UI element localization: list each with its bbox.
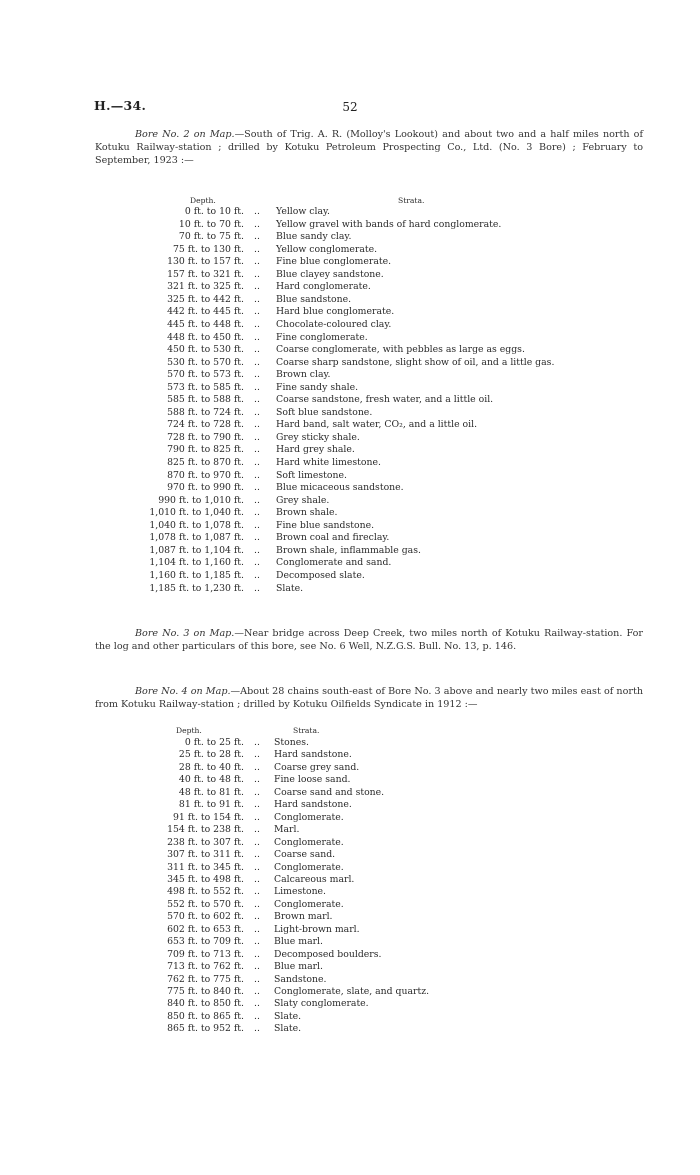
strata-cell: Brown shale.	[276, 507, 338, 519]
strata-row	[0, 1023, 700, 1035]
strata-cell: Hard blue conglomerate.	[276, 306, 395, 318]
depth-cell: 1,040 ft. to 1,078 ft.	[149, 519, 244, 531]
strata-row	[0, 482, 700, 494]
leader-dots: ..	[254, 569, 260, 581]
strata-row	[0, 495, 700, 507]
depth-cell: 28 ft. to 40 ft.	[178, 761, 244, 773]
strata-row	[0, 244, 700, 256]
strata-row	[0, 256, 700, 268]
leader-dots: ..	[254, 873, 260, 885]
strata-cell: Brown clay.	[276, 369, 331, 381]
depth-cell: 825 ft. to 870 ft.	[167, 457, 244, 468]
strata-row	[0, 949, 700, 961]
strata-row	[0, 774, 700, 786]
strata-row	[0, 911, 700, 923]
leader-dots: ..	[254, 431, 260, 443]
strata-cell: Hard conglomerate.	[276, 281, 371, 293]
strata-cell: Fine conglomerate.	[276, 331, 368, 343]
depth-cell: 345 ft. to 498 ft.	[167, 873, 244, 885]
depth-cell: 865 ft. to 952 ft.	[167, 1023, 244, 1035]
leader-dots: ..	[254, 544, 260, 556]
bore-4-title: Bore No. 4 on Map.	[135, 686, 231, 697]
leader-dots: ..	[254, 206, 260, 217]
leader-dots: ..	[254, 898, 260, 910]
leader-dots: ..	[254, 218, 260, 230]
strata-cell: Decomposed slate.	[276, 569, 365, 581]
strata-cell: Coarse sand.	[274, 849, 336, 861]
bore-2-text: —South of Trig. A. R. (Molloy's Lookout) and about two and a half miles north of Kotuku Railway-station ; drilled by Kotuku Petroleum Prospecting Co., Ltd. (No. 3 Bore) ; February to September, 1923 :—	[95, 129, 644, 166]
strata-cell: Fine loose sand.	[274, 774, 351, 786]
strata-cell: Coarse sand and stone.	[274, 786, 385, 798]
depth-cell: 570 ft. to 573 ft.	[167, 369, 244, 381]
strata-cell: Conglomerate and sand.	[276, 557, 392, 569]
strata-row	[0, 319, 700, 331]
depth-cell: 10 ft. to 70 ft.	[178, 218, 244, 230]
strata-cell: Coarse sharp sandstone, slight show of oil, and a little gas.	[276, 356, 555, 368]
depth-cell: 530 ft. to 570 ft.	[167, 356, 244, 368]
strata-cell: Hard sandstone.	[274, 749, 352, 761]
leader-dots: ..	[254, 293, 260, 305]
strata-cell: Blue clayey sandstone.	[276, 268, 384, 280]
strata-cell: Fine blue conglomerate.	[276, 256, 392, 268]
leader-dots: ..	[254, 774, 260, 786]
strata-row	[0, 583, 700, 595]
leader-dots: ..	[254, 419, 260, 431]
depth-cell: 1,104 ft. to 1,160 ft.	[149, 557, 244, 569]
leader-dots: ..	[254, 519, 260, 531]
strata-row	[0, 382, 700, 394]
depth-cell: 154 ft. to 238 ft.	[167, 824, 244, 836]
strata-row	[0, 470, 700, 482]
strata-cell: Slate.	[276, 582, 304, 594]
bore-2-strata-header: Strata.	[398, 196, 425, 205]
leader-dots: ..	[254, 998, 260, 1010]
strata-row	[0, 444, 700, 456]
strata-row	[0, 357, 700, 369]
strata-row	[0, 874, 700, 886]
strata-row	[0, 812, 700, 824]
strata-cell: Conglomerate.	[274, 811, 344, 823]
strata-cell: Blue micaceous sandstone.	[276, 482, 404, 494]
strata-cell: Calcareous marl.	[274, 873, 355, 885]
strata-cell: Brown marl.	[274, 911, 333, 923]
strata-row	[0, 936, 700, 948]
depth-cell: 130 ft. to 157 ft.	[167, 256, 244, 268]
strata-cell: Yellow gravel with bands of hard conglomerate.	[276, 218, 502, 230]
leader-dots: ..	[254, 306, 260, 318]
leader-dots: ..	[254, 281, 260, 293]
bore-3-text: —Near bridge across Deep Creek, two miles north of Kotuku Railway-station. For the log and other particulars of this bore, see No. 6 Well, N.Z.G.S. Bull. No. 13, p. 146.	[95, 628, 643, 652]
strata-cell: Hard band, salt water, CO₂, and a little oil.	[276, 419, 478, 431]
depth-cell: 762 ft. to 775 ft.	[167, 973, 244, 985]
depth-cell: 728 ft. to 790 ft.	[167, 431, 244, 443]
bore-2-description	[95, 128, 643, 167]
leader-dots: ..	[254, 256, 260, 268]
strata-cell: Brown shale, inflammable gas.	[276, 544, 421, 556]
leader-dots: ..	[254, 886, 260, 898]
strata-row	[0, 419, 700, 431]
depth-cell: 570 ft. to 602 ft.	[167, 911, 244, 923]
leader-dots: ..	[254, 973, 260, 985]
bore-4-text: —About 28 chains south-east of Bore No. 3 above and nearly two miles east of north from Kotuku Railway-station ; drilled by Kotuku Oilfields Syndicate in 1912 :—	[95, 686, 643, 710]
bore-4-description	[95, 685, 643, 711]
strata-row	[0, 306, 700, 318]
depth-cell: 238 ft. to 307 ft.	[167, 836, 244, 848]
strata-cell: Yellow clay.	[276, 206, 330, 217]
strata-row	[0, 545, 700, 557]
strata-cell: Limestone.	[274, 886, 327, 898]
bore-2-depth-header: Depth.	[190, 196, 216, 205]
strata-row	[0, 520, 700, 532]
strata-cell: Grey sticky shale.	[276, 431, 360, 443]
strata-row	[0, 986, 700, 998]
leader-dots: ..	[254, 749, 260, 761]
strata-row	[0, 219, 700, 231]
leader-dots: ..	[254, 243, 260, 255]
strata-row	[0, 394, 700, 406]
leader-dots: ..	[254, 557, 260, 569]
strata-row	[0, 507, 700, 519]
strata-row	[0, 787, 700, 799]
strata-cell: Coarse grey sand.	[274, 761, 360, 773]
depth-cell: 1,087 ft. to 1,104 ft.	[149, 544, 244, 556]
bore-2-title: Bore No. 2 on Map.	[135, 129, 235, 140]
strata-cell: Decomposed boulders.	[274, 948, 382, 960]
strata-cell: Blue sandy clay.	[276, 231, 352, 243]
depth-cell: 450 ft. to 530 ft.	[167, 344, 244, 356]
strata-row	[0, 281, 700, 293]
strata-cell: Hard white limestone.	[276, 457, 381, 468]
strata-row	[0, 762, 700, 774]
leader-dots: ..	[254, 961, 260, 973]
leader-dots: ..	[254, 457, 260, 468]
strata-cell: Light-brown marl.	[274, 923, 360, 935]
leader-dots: ..	[254, 737, 260, 748]
leader-dots: ..	[254, 231, 260, 243]
strata-cell: Blue marl.	[274, 936, 323, 948]
bore-4-strata-header: Strata.	[293, 726, 320, 735]
depth-cell: 48 ft. to 81 ft.	[178, 786, 244, 798]
strata-row	[0, 407, 700, 419]
depth-cell: 157 ft. to 321 ft.	[167, 268, 244, 280]
strata-cell: Brown coal and fireclay.	[276, 532, 390, 544]
bore-4-depth-header: Depth.	[176, 726, 202, 735]
depth-cell: 75 ft. to 130 ft.	[173, 243, 244, 255]
strata-row	[0, 457, 700, 469]
strata-cell: Hard sandstone.	[274, 799, 352, 811]
strata-cell: Slate.	[274, 1023, 302, 1035]
depth-cell: 307 ft. to 311 ft.	[167, 849, 244, 861]
depth-cell: 40 ft. to 48 ft.	[178, 774, 244, 786]
leader-dots: ..	[254, 824, 260, 836]
depth-cell: 653 ft. to 709 ft.	[167, 936, 244, 948]
depth-cell: 311 ft. to 345 ft.	[167, 861, 244, 873]
leader-dots: ..	[254, 911, 260, 923]
strata-cell: Conglomerate, slate, and quartz.	[274, 986, 430, 997]
strata-row	[0, 998, 700, 1010]
leader-dots: ..	[254, 356, 260, 368]
strata-row	[0, 824, 700, 836]
depth-cell: 585 ft. to 588 ft.	[167, 394, 244, 406]
depth-cell: 1,160 ft. to 1,185 ft.	[149, 569, 244, 581]
depth-cell: 321 ft. to 325 ft.	[167, 281, 244, 293]
depth-cell: 1,185 ft. to 1,230 ft.	[149, 582, 244, 594]
leader-dots: ..	[254, 936, 260, 948]
leader-dots: ..	[254, 469, 260, 481]
document-reference: H.—34.	[94, 98, 147, 113]
leader-dots: ..	[254, 482, 260, 494]
depth-cell: 990 ft. to 1,010 ft.	[158, 494, 244, 506]
leader-dots: ..	[254, 1023, 260, 1035]
strata-row	[0, 344, 700, 356]
depth-cell: 790 ft. to 825 ft.	[167, 444, 244, 456]
leader-dots: ..	[254, 849, 260, 861]
leader-dots: ..	[254, 369, 260, 381]
depth-cell: 709 ft. to 713 ft.	[167, 948, 244, 960]
leader-dots: ..	[254, 948, 260, 960]
strata-row	[0, 749, 700, 761]
depth-cell: 850 ft. to 865 ft.	[167, 1010, 244, 1022]
bore-3-title: Bore No. 3 on Map.	[135, 628, 235, 639]
depth-cell: 713 ft. to 762 ft.	[167, 961, 244, 973]
depth-cell: 573 ft. to 585 ft.	[167, 381, 244, 393]
depth-cell: 602 ft. to 653 ft.	[167, 923, 244, 935]
strata-cell: Slaty conglomerate.	[274, 998, 369, 1010]
leader-dots: ..	[254, 268, 260, 280]
leader-dots: ..	[254, 344, 260, 356]
leader-dots: ..	[254, 318, 260, 330]
strata-cell: Soft blue sandstone.	[276, 406, 373, 418]
strata-row	[0, 332, 700, 344]
strata-cell: Conglomerate.	[274, 836, 344, 848]
leader-dots: ..	[254, 761, 260, 773]
strata-cell: Yellow conglomerate.	[276, 243, 378, 255]
strata-row	[0, 206, 700, 218]
strata-row	[0, 924, 700, 936]
depth-cell: 0 ft. to 25 ft.	[184, 737, 244, 748]
leader-dots: ..	[254, 836, 260, 848]
depth-cell: 588 ft. to 724 ft.	[167, 406, 244, 418]
depth-cell: 448 ft. to 450 ft.	[167, 331, 244, 343]
strata-row	[0, 532, 700, 544]
leader-dots: ..	[254, 406, 260, 418]
page-number: 52	[342, 100, 358, 114]
strata-row	[0, 961, 700, 973]
strata-row	[0, 294, 700, 306]
depth-cell: 442 ft. to 445 ft.	[167, 306, 244, 318]
strata-cell: Hard grey shale.	[276, 444, 355, 456]
strata-row	[0, 1011, 700, 1023]
depth-cell: 870 ft. to 970 ft.	[167, 469, 244, 481]
leader-dots: ..	[254, 986, 260, 997]
strata-row	[0, 849, 700, 861]
depth-cell: 325 ft. to 442 ft.	[167, 293, 244, 305]
strata-row	[0, 570, 700, 582]
leader-dots: ..	[254, 786, 260, 798]
bore-3-description	[95, 627, 643, 653]
strata-cell: Fine sandy shale.	[276, 381, 359, 393]
depth-cell: 91 ft. to 154 ft.	[173, 811, 244, 823]
leader-dots: ..	[254, 494, 260, 506]
leader-dots: ..	[254, 861, 260, 873]
strata-row	[0, 862, 700, 874]
leader-dots: ..	[254, 381, 260, 393]
strata-row	[0, 799, 700, 811]
leader-dots: ..	[254, 582, 260, 594]
depth-cell: 970 ft. to 990 ft.	[167, 482, 244, 494]
strata-cell: Fine blue sandstone.	[276, 519, 375, 531]
strata-cell: Coarse conglomerate, with pebbles as large as eggs.	[276, 344, 525, 356]
strata-cell: Marl.	[274, 824, 300, 836]
leader-dots: ..	[254, 444, 260, 456]
depth-cell: 840 ft. to 850 ft.	[167, 998, 244, 1010]
depth-cell: 552 ft. to 570 ft.	[167, 898, 244, 910]
strata-cell: Slate.	[274, 1010, 302, 1022]
strata-cell: Coarse sandstone, fresh water, and a little oil.	[276, 394, 494, 406]
depth-cell: 25 ft. to 28 ft.	[178, 749, 244, 761]
strata-row	[0, 369, 700, 381]
strata-cell: Soft limestone.	[276, 469, 347, 481]
strata-cell: Stones.	[274, 737, 309, 748]
strata-cell: Conglomerate.	[274, 898, 344, 910]
depth-cell: 498 ft. to 552 ft.	[167, 886, 244, 898]
strata-row	[0, 837, 700, 849]
strata-row	[0, 432, 700, 444]
depth-cell: 0 ft. to 10 ft.	[184, 206, 244, 217]
strata-cell: Conglomerate.	[274, 861, 344, 873]
strata-cell: Blue marl.	[274, 961, 323, 973]
depth-cell: 70 ft. to 75 ft.	[178, 231, 244, 243]
strata-row	[0, 974, 700, 986]
strata-row	[0, 886, 700, 898]
strata-row	[0, 899, 700, 911]
leader-dots: ..	[254, 811, 260, 823]
strata-cell: Blue sandstone.	[276, 293, 352, 305]
depth-cell: 445 ft. to 448 ft.	[167, 318, 244, 330]
strata-row	[0, 557, 700, 569]
depth-cell: 81 ft. to 91 ft.	[178, 799, 244, 811]
strata-cell: Chocolate-coloured clay.	[276, 318, 392, 330]
strata-cell: Grey shale.	[276, 494, 330, 506]
depth-cell: 1,010 ft. to 1,040 ft.	[149, 507, 244, 519]
leader-dots: ..	[254, 532, 260, 544]
depth-cell: 1,078 ft. to 1,087 ft.	[149, 532, 244, 544]
depth-cell: 724 ft. to 728 ft.	[167, 419, 244, 431]
leader-dots: ..	[254, 331, 260, 343]
leader-dots: ..	[254, 923, 260, 935]
leader-dots: ..	[254, 1010, 260, 1022]
leader-dots: ..	[254, 394, 260, 406]
strata-row	[0, 269, 700, 281]
strata-row	[0, 737, 700, 749]
leader-dots: ..	[254, 507, 260, 519]
strata-row	[0, 231, 700, 243]
leader-dots: ..	[254, 799, 260, 811]
depth-cell: 775 ft. to 840 ft.	[167, 986, 244, 997]
strata-cell: Sandstone.	[274, 973, 327, 985]
